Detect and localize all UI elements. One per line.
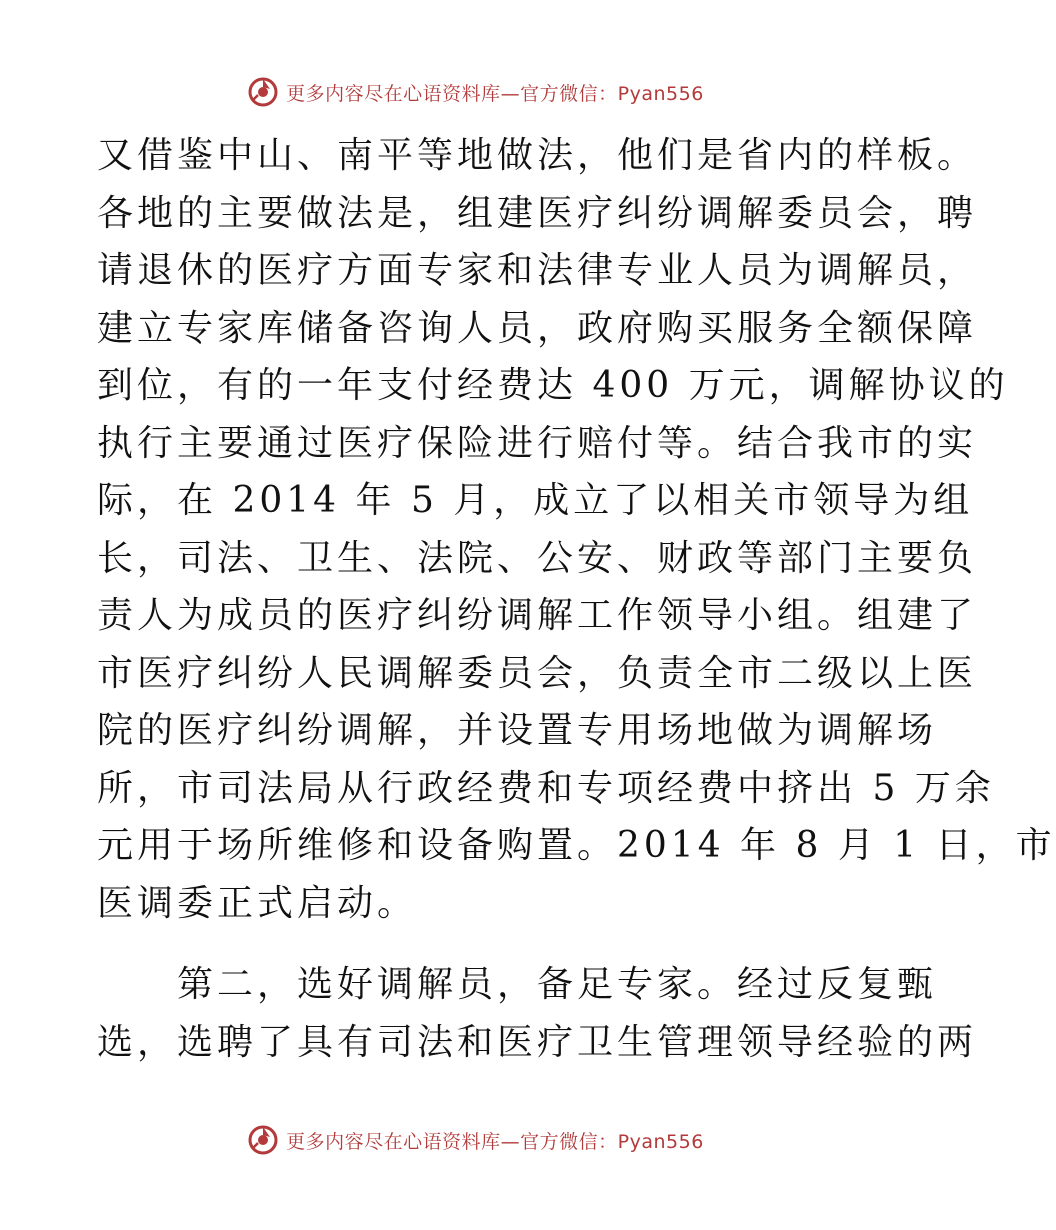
watermark-header (0, 72, 950, 112)
text-line: 长，司法、卫生、法院、公安、财政等部门主要负 (97, 537, 978, 579)
watermark-text: 更多内容尽在心语资料库—官方微信：Pyan556 (286, 82, 704, 105)
logo-icon (246, 75, 280, 109)
watermark-text: 更多内容尽在心语资料库—官方微信：Pyan556 (286, 1130, 704, 1153)
text-line: 请退休的医疗方面专家和法律专业人员为调解员， (97, 250, 978, 291)
text-line: 所，市司法局从行政经费和专项经费中挤出 5 万余 (97, 767, 995, 809)
paragraph-2 (97, 956, 978, 1071)
text-line: 执行主要通过医疗保险进行赔付等。结合我市的实 (97, 422, 978, 464)
text-line: 院的医疗纠纷调解，并设置专用场地做为调解场 (97, 710, 938, 751)
text-line: 市医疗纠纷人民调解委员会，负责全市二级以上医 (97, 652, 978, 694)
text-line: 责人为成员的医疗纠纷调解工作领导小组。组建了 (97, 595, 978, 636)
paragraph-gap (97, 932, 857, 956)
text-line: 建立专家库储备咨询人员，政府购买服务全额保障 (97, 307, 978, 349)
text-line: 到位，有的一年支付经费达 400 万元，调解协议的 (97, 365, 1009, 406)
watermark-footer (0, 1120, 950, 1160)
text-line: 第二，选好调解员，备足专家。经过反复甄 (177, 964, 938, 1005)
text-line: 际，在 2014 年 5 月，成立了以相关市领导为组 (97, 480, 974, 521)
text-line: 各地的主要做法是，组建医疗纠纷调解委员会，聘 (97, 192, 978, 234)
text-line: 又借鉴中山、南平等地做法，他们是省内的样板。 (97, 135, 978, 176)
document-body (97, 127, 1056, 1071)
logo-icon (246, 1123, 280, 1157)
text-line: 医调委正式启动。 (97, 882, 418, 924)
text-line: 选，选聘了具有司法和医疗卫生管理领导经验的两 (97, 1021, 978, 1063)
paragraph-1 (97, 127, 1056, 932)
text-line: 元用于场所维修和设备购置。2014 年 8 月 1 日，市 (97, 825, 1056, 866)
